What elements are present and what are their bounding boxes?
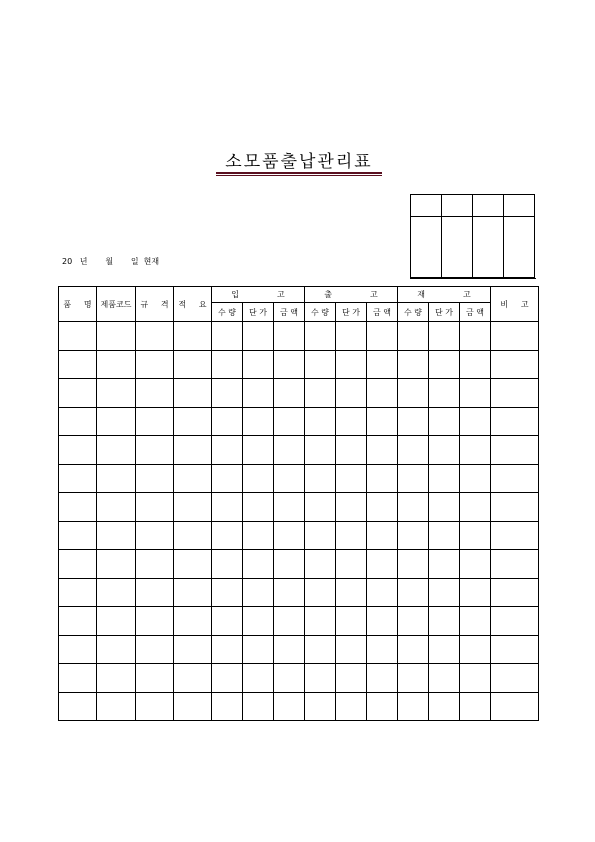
table-cell[interactable] [59, 692, 97, 721]
table-cell[interactable] [367, 436, 398, 465]
table-cell[interactable] [429, 464, 460, 493]
table-cell[interactable] [429, 436, 460, 465]
header-note: 적 요 [174, 287, 212, 322]
header-remark: 비 고 [491, 287, 539, 322]
table-cell[interactable] [97, 379, 136, 408]
table-cell[interactable] [136, 692, 174, 721]
table-cell[interactable] [243, 379, 274, 408]
table-cell[interactable] [59, 464, 97, 493]
table-cell[interactable] [305, 607, 336, 636]
table-cell[interactable] [59, 607, 97, 636]
table-cell[interactable] [97, 436, 136, 465]
table-row [59, 407, 539, 436]
table-cell[interactable] [305, 550, 336, 579]
table-row [59, 322, 539, 351]
table-cell[interactable] [491, 436, 539, 465]
header-outgoing: 출 고 [305, 287, 398, 303]
subheader-price: 단 가 [429, 303, 460, 322]
table-cell[interactable] [174, 635, 212, 664]
table-cell[interactable] [305, 635, 336, 664]
table-cell[interactable] [429, 322, 460, 351]
table-cell[interactable] [460, 436, 491, 465]
header-spec: 규 격 [136, 287, 174, 322]
table-cell[interactable] [59, 635, 97, 664]
table-cell[interactable] [336, 493, 367, 522]
table-cell[interactable] [491, 578, 539, 607]
table-cell[interactable] [367, 550, 398, 579]
table-cell[interactable] [243, 407, 274, 436]
table-cell[interactable] [136, 493, 174, 522]
table-cell[interactable] [97, 692, 136, 721]
table-cell[interactable] [336, 407, 367, 436]
table-cell[interactable] [398, 379, 429, 408]
table-cell[interactable] [460, 379, 491, 408]
table-cell[interactable] [243, 350, 274, 379]
table-cell[interactable] [398, 664, 429, 693]
table-cell[interactable] [212, 692, 243, 721]
table-cell[interactable] [59, 521, 97, 550]
header-incoming: 입 고 [212, 287, 305, 303]
table-cell[interactable] [174, 322, 212, 351]
table-cell[interactable] [460, 692, 491, 721]
table-cell[interactable] [274, 550, 305, 579]
table-cell[interactable] [174, 464, 212, 493]
table-cell[interactable] [243, 493, 274, 522]
table-cell[interactable] [429, 692, 460, 721]
table-cell[interactable] [336, 664, 367, 693]
table-cell[interactable] [491, 664, 539, 693]
table-cell[interactable] [212, 493, 243, 522]
table-row [59, 578, 539, 607]
table-row [59, 664, 539, 693]
table-cell[interactable] [429, 578, 460, 607]
table-cell[interactable] [59, 578, 97, 607]
table-cell[interactable] [491, 550, 539, 579]
approval-sign-cell[interactable] [442, 217, 473, 278]
table-cell[interactable] [398, 350, 429, 379]
table-cell[interactable] [174, 692, 212, 721]
table-cell[interactable] [429, 550, 460, 579]
table-cell[interactable] [174, 436, 212, 465]
ledger-table [58, 286, 539, 721]
table-cell[interactable] [212, 436, 243, 465]
table-cell[interactable] [97, 493, 136, 522]
table-cell[interactable] [305, 578, 336, 607]
table-cell[interactable] [212, 464, 243, 493]
table-cell[interactable] [136, 664, 174, 693]
table-cell[interactable] [305, 692, 336, 721]
table-cell[interactable] [243, 607, 274, 636]
table-cell[interactable] [336, 379, 367, 408]
approval-header-cell[interactable] [504, 195, 535, 217]
header-code: 제품코드 [97, 287, 136, 322]
table-cell[interactable] [97, 550, 136, 579]
header-item: 품 명 [59, 287, 97, 322]
table-cell[interactable] [367, 322, 398, 351]
table-cell[interactable] [336, 692, 367, 721]
table-cell[interactable] [274, 635, 305, 664]
table-cell[interactable] [212, 350, 243, 379]
table-cell[interactable] [59, 379, 97, 408]
approval-header-cell[interactable] [442, 195, 473, 217]
table-cell[interactable] [136, 436, 174, 465]
table-cell[interactable] [243, 692, 274, 721]
table-cell[interactable] [305, 493, 336, 522]
subheader-price: 단 가 [243, 303, 274, 322]
table-cell[interactable] [491, 521, 539, 550]
table-row [59, 635, 539, 664]
table-cell[interactable] [212, 635, 243, 664]
table-cell[interactable] [243, 578, 274, 607]
table-cell[interactable] [460, 664, 491, 693]
table-cell[interactable] [243, 635, 274, 664]
table-cell[interactable] [136, 550, 174, 579]
table-cell[interactable] [174, 379, 212, 408]
table-cell[interactable] [136, 464, 174, 493]
table-cell[interactable] [460, 521, 491, 550]
table-cell[interactable] [212, 407, 243, 436]
document-title: 소모품출납관리표 [225, 152, 373, 172]
table-cell[interactable] [460, 635, 491, 664]
subheader-amount: 금 액 [460, 303, 491, 322]
table-cell[interactable] [367, 493, 398, 522]
table-cell[interactable] [243, 550, 274, 579]
table-cell[interactable] [136, 607, 174, 636]
table-cell[interactable] [398, 692, 429, 721]
table-cell[interactable] [336, 635, 367, 664]
table-cell[interactable] [491, 407, 539, 436]
table-cell[interactable] [243, 322, 274, 351]
table-cell[interactable] [59, 493, 97, 522]
table-cell[interactable] [305, 322, 336, 351]
table-cell[interactable] [274, 664, 305, 693]
table-cell[interactable] [398, 550, 429, 579]
table-cell[interactable] [274, 692, 305, 721]
table-cell[interactable] [212, 578, 243, 607]
table-cell[interactable] [429, 379, 460, 408]
table-row [59, 350, 539, 379]
table-cell[interactable] [59, 407, 97, 436]
table-cell[interactable] [367, 692, 398, 721]
table-cell[interactable] [367, 407, 398, 436]
table-cell[interactable] [174, 607, 212, 636]
table-cell[interactable] [136, 578, 174, 607]
table-cell[interactable] [398, 607, 429, 636]
table-cell[interactable] [274, 407, 305, 436]
table-cell[interactable] [305, 464, 336, 493]
table-cell[interactable] [212, 550, 243, 579]
table-cell[interactable] [274, 436, 305, 465]
table-row [59, 493, 539, 522]
table-cell[interactable] [97, 464, 136, 493]
table-cell[interactable] [97, 350, 136, 379]
table-cell[interactable] [336, 578, 367, 607]
approval-box [410, 194, 535, 278]
table-cell[interactable] [460, 350, 491, 379]
table-cell[interactable] [336, 350, 367, 379]
table-cell[interactable] [460, 607, 491, 636]
table-cell[interactable] [336, 607, 367, 636]
table-cell[interactable] [97, 664, 136, 693]
table-cell[interactable] [243, 436, 274, 465]
table-cell[interactable] [336, 464, 367, 493]
table-cell[interactable] [136, 322, 174, 351]
table-cell[interactable] [136, 521, 174, 550]
table-cell[interactable] [305, 379, 336, 408]
table-cell[interactable] [491, 692, 539, 721]
table-cell[interactable] [491, 493, 539, 522]
table-cell[interactable] [398, 322, 429, 351]
table-cell[interactable] [429, 493, 460, 522]
table-cell[interactable] [336, 521, 367, 550]
table-cell[interactable] [398, 464, 429, 493]
table-cell[interactable] [174, 521, 212, 550]
ledger-body [59, 322, 539, 721]
table-cell[interactable] [398, 578, 429, 607]
table-cell[interactable] [97, 322, 136, 351]
approval-header-cell[interactable] [473, 195, 504, 217]
table-cell[interactable] [174, 407, 212, 436]
title-underline [216, 172, 382, 176]
table-cell[interactable] [460, 407, 491, 436]
table-cell[interactable] [212, 521, 243, 550]
table-cell[interactable] [367, 635, 398, 664]
table-cell[interactable] [367, 464, 398, 493]
approval-sign-cell[interactable] [411, 217, 442, 278]
approval-header-cell[interactable] [411, 195, 442, 217]
table-cell[interactable] [274, 464, 305, 493]
table-cell[interactable] [460, 550, 491, 579]
table-cell[interactable] [491, 379, 539, 408]
table-cell[interactable] [97, 607, 136, 636]
table-cell[interactable] [460, 578, 491, 607]
table-cell[interactable] [367, 607, 398, 636]
table-cell[interactable] [305, 407, 336, 436]
table-cell[interactable] [136, 350, 174, 379]
table-cell[interactable] [429, 664, 460, 693]
table-cell[interactable] [398, 436, 429, 465]
table-cell[interactable] [491, 607, 539, 636]
table-cell[interactable] [491, 322, 539, 351]
table-cell[interactable] [429, 521, 460, 550]
table-cell[interactable] [136, 635, 174, 664]
table-cell[interactable] [59, 664, 97, 693]
table-cell[interactable] [274, 350, 305, 379]
table-cell[interactable] [336, 436, 367, 465]
table-row [59, 464, 539, 493]
table-cell[interactable] [305, 521, 336, 550]
table-cell[interactable] [429, 607, 460, 636]
table-cell[interactable] [336, 322, 367, 351]
table-cell[interactable] [97, 521, 136, 550]
subheader-price: 단 가 [336, 303, 367, 322]
table-cell[interactable] [212, 607, 243, 636]
table-cell[interactable] [59, 550, 97, 579]
table-cell[interactable] [136, 407, 174, 436]
table-row [59, 692, 539, 721]
table-cell[interactable] [491, 464, 539, 493]
table-cell[interactable] [305, 436, 336, 465]
table-cell[interactable] [305, 664, 336, 693]
table-cell[interactable] [274, 379, 305, 408]
table-cell[interactable] [429, 407, 460, 436]
table-cell[interactable] [212, 664, 243, 693]
table-cell[interactable] [59, 322, 97, 351]
table-cell[interactable] [367, 521, 398, 550]
table-cell[interactable] [243, 521, 274, 550]
table-cell[interactable] [367, 578, 398, 607]
table-cell[interactable] [174, 550, 212, 579]
table-cell[interactable] [305, 350, 336, 379]
subheader-qty: 수 량 [305, 303, 336, 322]
table-cell[interactable] [212, 322, 243, 351]
table-cell[interactable] [274, 493, 305, 522]
table-cell[interactable] [336, 550, 367, 579]
table-cell[interactable] [398, 521, 429, 550]
table-cell[interactable] [429, 350, 460, 379]
table-cell[interactable] [97, 407, 136, 436]
table-cell[interactable] [274, 322, 305, 351]
table-cell[interactable] [429, 635, 460, 664]
table-cell[interactable] [59, 350, 97, 379]
table-cell[interactable] [460, 493, 491, 522]
approval-sign-cell[interactable] [473, 217, 504, 278]
header-stock: 재 고 [398, 287, 491, 303]
table-cell[interactable] [491, 350, 539, 379]
table-cell[interactable] [136, 379, 174, 408]
subheader-qty: 수 량 [398, 303, 429, 322]
approval-bottom-line [410, 278, 536, 279]
table-row [59, 607, 539, 636]
table-cell[interactable] [460, 464, 491, 493]
table-cell[interactable] [174, 578, 212, 607]
approval-sign-cell[interactable] [504, 217, 535, 278]
table-cell[interactable] [367, 379, 398, 408]
table-cell[interactable] [212, 379, 243, 408]
table-cell[interactable] [174, 664, 212, 693]
table-cell[interactable] [398, 493, 429, 522]
table-cell[interactable] [491, 635, 539, 664]
table-cell[interactable] [274, 578, 305, 607]
table-cell[interactable] [59, 436, 97, 465]
table-cell[interactable] [97, 578, 136, 607]
date-line: 20 년 월 일 현재 [62, 257, 160, 266]
table-cell[interactable] [460, 322, 491, 351]
table-cell[interactable] [174, 350, 212, 379]
table-cell[interactable] [398, 407, 429, 436]
table-cell[interactable] [97, 635, 136, 664]
subheader-amount: 금 액 [367, 303, 398, 322]
table-cell[interactable] [243, 664, 274, 693]
table-row [59, 379, 539, 408]
table-row [59, 550, 539, 579]
table-cell[interactable] [398, 635, 429, 664]
table-cell[interactable] [274, 607, 305, 636]
table-cell[interactable] [174, 493, 212, 522]
subheader-amount: 금 액 [274, 303, 305, 322]
table-cell[interactable] [274, 521, 305, 550]
table-row [59, 521, 539, 550]
table-row [59, 436, 539, 465]
subheader-qty: 수 량 [212, 303, 243, 322]
table-cell[interactable] [367, 664, 398, 693]
table-cell[interactable] [243, 464, 274, 493]
table-cell[interactable] [367, 350, 398, 379]
